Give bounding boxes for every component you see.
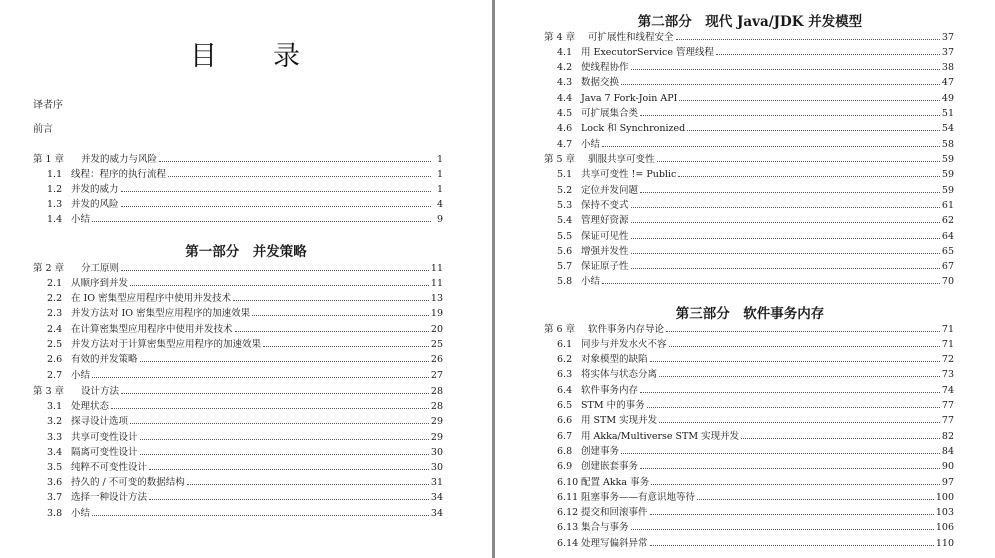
toc-entry-page: 59 <box>941 184 954 196</box>
toc-entry[interactable] <box>557 537 954 551</box>
toc-entry-number: 4.5 <box>557 108 573 119</box>
toc-entry-page: 34 <box>430 492 443 504</box>
chapter6-heading-entry-number: 第 6 章 <box>544 323 576 335</box>
part-1-heading: 第一部分 并发策略 <box>185 244 307 260</box>
toc-entry-title: 隔离可变性设计 <box>71 446 138 458</box>
chapter6-heading-entry-title: 软件事务内存导论 <box>588 323 665 335</box>
toc-entry-page: 9 <box>436 214 443 226</box>
toc-entry-leader <box>92 376 429 378</box>
toc-entry-title: 共享可变性设计 <box>71 431 138 443</box>
toc-entry-title: 将实体与状态分离 <box>581 369 658 381</box>
toc-entry-title: 线程：程序的执行流程 <box>71 168 167 180</box>
toc-entry-number: 2.2 <box>47 293 63 305</box>
toc-entry-number: 6.3 <box>557 369 573 381</box>
toc-entry-page: 77 <box>941 415 954 427</box>
toc-entry[interactable] <box>47 213 443 227</box>
chapter4-heading-entry-number: 第 4 章 <box>544 31 576 43</box>
toc-entry-title: 从顺序到并发 <box>71 277 129 289</box>
toc-entry-page: 31 <box>430 477 443 489</box>
toc-entry-leader <box>687 129 940 131</box>
toc-entry[interactable] <box>557 76 954 90</box>
toc-entry-number: 6.8 <box>557 445 573 457</box>
toc-entry-title: 提交和回滚事件 <box>581 507 648 519</box>
toc-entry-number: 2.6 <box>47 354 63 366</box>
toc-entry-number: 6.10 <box>557 476 579 488</box>
toc-entry-leader <box>640 191 940 193</box>
chapter4-heading-entry-title: 可扩展性和线程安全 <box>588 31 674 43</box>
toc-entry-leader <box>149 468 429 470</box>
toc-entry-number: 4.3 <box>557 77 573 89</box>
toc-entry[interactable] <box>557 460 954 474</box>
toc-entry-page: 25 <box>430 339 443 350</box>
toc-entry-leader <box>187 483 429 485</box>
toc-entry-title: 管理好资源 <box>581 215 629 227</box>
toc-entry-leader <box>669 345 940 347</box>
toc-entry-title: 并发方法对于计算密集型应用程序的加速效果 <box>71 339 262 350</box>
toc-entry-title: 用 ExecutorService 管理线程 <box>581 46 714 58</box>
toc-entry-number: 6.9 <box>557 461 573 473</box>
toc-entry[interactable] <box>557 122 954 136</box>
toc-entry-number: 2.7 <box>47 369 63 381</box>
toc-entry-page: 77 <box>941 400 954 411</box>
toc-entry[interactable] <box>557 260 954 274</box>
toc-entry-title: 集合与事务 <box>581 522 629 534</box>
toc-entry-title: 并发方法对 IO 密集型应用程序的加速效果 <box>71 308 251 320</box>
toc-entry-leader <box>640 391 940 393</box>
toc-entry-leader <box>631 528 934 530</box>
toc-entry-number: 3.7 <box>47 492 63 504</box>
toc-entry[interactable] <box>47 353 443 367</box>
toc-entry-number: 5.4 <box>557 215 573 227</box>
chapter6-heading-entry[interactable] <box>544 323 954 337</box>
toc-entry[interactable] <box>557 521 954 535</box>
toc-entry-page: 4 <box>436 199 443 211</box>
toc-entry-leader <box>140 453 429 455</box>
toc-entry-title: 小结 <box>581 138 601 150</box>
chapter5-heading-entry-leader <box>657 160 940 162</box>
toc-entry-page: 30 <box>430 446 443 458</box>
toc-entry-leader <box>621 452 940 454</box>
part-3-heading: 第三部分 软件事务内存 <box>675 306 825 322</box>
toc-entry[interactable] <box>47 446 443 460</box>
chapter5-heading-entry-title: 驯服共享可变性 <box>588 154 655 165</box>
toc-entry-page: 34 <box>430 507 443 519</box>
chapter3-heading-entry-page: 28 <box>430 386 443 397</box>
chapter5-heading-entry-page: 59 <box>941 154 954 165</box>
toc-entry[interactable] <box>47 507 443 521</box>
toc-entry-page: 72 <box>941 354 954 366</box>
toc-entry-number: 5.6 <box>557 245 573 257</box>
toc-entry-number: 2.3 <box>47 308 63 320</box>
toc-entry[interactable] <box>47 168 443 182</box>
toc-entry-number: 2.1 <box>47 277 63 289</box>
toc-entry[interactable] <box>47 292 443 306</box>
toc-entry-title: 在 IO 密集型应用程序中使用并发技术 <box>71 293 232 305</box>
toc-entry-number: 3.8 <box>47 507 63 519</box>
toc-entry-leader <box>659 375 940 377</box>
toc-entry-page: 106 <box>935 522 954 534</box>
toc-entry-number: 4.4 <box>557 92 573 104</box>
toc-entry-page: 84 <box>941 445 954 457</box>
toc-entry-number: 6.6 <box>557 415 573 427</box>
toc-entry-page: 65 <box>941 245 954 257</box>
toc-entry-leader <box>631 68 940 70</box>
toc-entry-leader <box>130 284 429 286</box>
toc-entry-title: 小结 <box>71 507 91 519</box>
toc-entry-page: 71 <box>941 338 954 350</box>
toc-title-char-2: 录 <box>273 41 300 72</box>
toc-entry-leader <box>631 206 940 208</box>
toc-entry-page: 58 <box>941 138 954 150</box>
toc-entry-leader <box>631 237 940 239</box>
toc-entry-number: 4.1 <box>557 46 573 58</box>
toc-entry[interactable] <box>47 476 443 490</box>
toc-entry-number: 3.3 <box>47 431 63 443</box>
toc-entry-leader <box>716 53 940 55</box>
toc-entry[interactable] <box>557 168 954 182</box>
toc-entry-leader <box>651 483 940 485</box>
toc-entry[interactable] <box>557 414 954 428</box>
toc-entry-number: 6.11 <box>557 491 579 503</box>
toc-entry-leader <box>621 83 940 85</box>
chapter2-heading-entry-page: 11 <box>430 262 443 274</box>
toc-entry-number: 1.2 <box>47 183 63 195</box>
toc-entry[interactable] <box>557 230 954 244</box>
toc-entry[interactable] <box>47 323 443 337</box>
toc-entry-leader <box>602 145 940 147</box>
toc-entry[interactable] <box>557 445 954 459</box>
front-matter-translator-preface[interactable]: 译者序 <box>33 100 63 111</box>
chapter2-heading-entry-leader <box>121 269 429 271</box>
toc-entry-leader <box>111 407 429 409</box>
chapter3-heading-entry-title: 设计方法 <box>81 386 120 397</box>
toc-entry-leader <box>602 282 940 284</box>
toc-entry[interactable] <box>557 430 954 444</box>
toc-entry-leader <box>252 314 429 316</box>
toc-entry-leader <box>697 498 934 500</box>
toc-entry-title: 保证可见性 <box>581 230 629 242</box>
toc-title <box>190 34 300 73</box>
toc-entry[interactable] <box>557 399 954 413</box>
toc-entry-page: 74 <box>941 384 954 396</box>
toc-entry-page: 62 <box>941 215 954 227</box>
toc-entry-title: 并发的风险 <box>71 199 119 211</box>
toc-entry-page: 103 <box>935 507 954 519</box>
toc-entry-page: 30 <box>430 462 443 473</box>
toc-entry-leader <box>92 514 429 516</box>
toc-entry-title: 用 STM 实现并发 <box>581 415 658 427</box>
toc-entry-number: 6.1 <box>557 338 573 350</box>
toc-entry-page: 1 <box>436 183 443 195</box>
toc-entry-number: 3.1 <box>47 401 63 413</box>
toc-entry-page: 51 <box>941 108 954 119</box>
toc-entry-title: 在计算密集型应用程序中使用并发技术 <box>71 323 233 335</box>
chapter1-heading-entry-leader <box>159 160 431 162</box>
toc-entry[interactable] <box>557 275 954 289</box>
toc-entry[interactable] <box>47 431 443 445</box>
toc-entry-number: 6.7 <box>557 430 573 442</box>
toc-entry-page: 28 <box>430 401 443 413</box>
toc-entry-title: 保证原子性 <box>581 261 629 273</box>
toc-entry-title: 探寻设计选项 <box>71 416 129 428</box>
toc-entry-leader <box>121 190 431 192</box>
toc-entry-number: 5.2 <box>557 184 573 196</box>
chapter3-heading-entry-number: 第 3 章 <box>33 386 65 397</box>
toc-entry[interactable] <box>557 199 954 213</box>
toc-entry-leader <box>650 360 940 362</box>
toc-entry-title: 使线程协作 <box>581 62 629 74</box>
toc-entry-leader <box>263 345 429 347</box>
toc-entry-title: 保持不变式 <box>581 199 629 211</box>
toc-entry[interactable] <box>557 107 954 121</box>
chapter1-heading-entry-title: 并发的威力与风险 <box>81 153 158 165</box>
toc-entry[interactable] <box>47 338 443 352</box>
part-2-heading: 第二部分 现代 Java/JDK 并发模型 <box>637 14 863 30</box>
toc-entry-page: 47 <box>941 77 954 89</box>
toc-entry-page: 97 <box>941 476 954 488</box>
chapter4-heading-entry-page: 37 <box>941 31 954 43</box>
toc-entry-number: 6.2 <box>557 354 573 366</box>
toc-entry-page: 70 <box>941 276 954 288</box>
toc-entry-title: 处理状态 <box>71 401 110 413</box>
toc-entry-leader <box>679 99 939 101</box>
toc-entry-title: Java 7 Fork-Join API <box>581 92 678 104</box>
toc-entry-title: 软件事务内存 <box>581 384 639 396</box>
toc-entry-number: 3.6 <box>47 477 63 489</box>
toc-entry-page: 29 <box>430 416 443 428</box>
toc-entry-page: 59 <box>941 169 954 181</box>
toc-entry[interactable] <box>47 198 443 212</box>
front-matter-preface[interactable]: 前言 <box>33 124 53 135</box>
toc-title-char-1: 目 <box>190 41 217 72</box>
chapter3-heading-entry-leader <box>121 392 429 394</box>
toc-entry-title: 创建事务 <box>581 445 620 457</box>
toc-entry[interactable] <box>47 369 443 383</box>
toc-entry-page: 1 <box>436 168 443 180</box>
toc-entry-title: Lock 和 Synchronized <box>581 123 686 135</box>
toc-entry-number: 6.5 <box>557 400 573 411</box>
toc-entry[interactable] <box>557 338 954 352</box>
toc-entry-title: 共享可变性 != Public <box>581 169 677 181</box>
toc-entry-leader <box>121 205 431 207</box>
toc-entry[interactable] <box>557 491 954 505</box>
toc-entry[interactable] <box>557 506 954 520</box>
toc-entry-page: 82 <box>941 430 954 442</box>
toc-entry-title: 增强并发性 <box>581 245 629 257</box>
toc-entry[interactable] <box>557 476 954 490</box>
toc-entry[interactable] <box>557 61 954 75</box>
toc-entry[interactable] <box>47 183 443 197</box>
toc-entry-number: 1.1 <box>47 168 63 180</box>
toc-entry-leader <box>631 221 940 223</box>
toc-entry-title: 对象模型的缺陷 <box>581 354 648 366</box>
toc-entry-title: 小结 <box>581 276 601 288</box>
toc-entry-leader <box>647 406 940 408</box>
toc-entry[interactable] <box>557 184 954 198</box>
chapter1-heading-entry[interactable] <box>33 153 443 167</box>
toc-entry[interactable] <box>47 461 443 475</box>
right-page <box>495 0 995 558</box>
toc-entry[interactable] <box>557 46 954 60</box>
toc-entry-title: 并发的威力 <box>71 183 119 195</box>
toc-entry-page: 27 <box>430 369 443 381</box>
toc-entry-number: 6.12 <box>557 507 579 519</box>
chapter3-heading-entry[interactable] <box>33 385 443 399</box>
toc-entry-page: 90 <box>941 461 954 473</box>
toc-entry-page: 37 <box>941 46 954 58</box>
toc-entry-page: 29 <box>430 431 443 443</box>
toc-entry-page: 110 <box>935 537 954 549</box>
toc-entry-leader <box>741 437 940 439</box>
chapter2-heading-entry-title: 分工原则 <box>81 262 120 274</box>
toc-entry-number: 4.7 <box>557 138 573 150</box>
toc-entry-leader <box>92 220 431 222</box>
toc-entry[interactable] <box>47 307 443 321</box>
toc-entry-title: 可扩展集合类 <box>581 108 639 119</box>
toc-entry[interactable] <box>557 384 954 398</box>
toc-entry-page: 19 <box>430 308 443 320</box>
toc-entry-page: 49 <box>941 92 954 104</box>
toc-entry-number: 3.2 <box>47 416 63 428</box>
toc-entry[interactable] <box>557 92 954 106</box>
toc-entry-title: 配置 Akka 事务 <box>581 476 650 488</box>
toc-entry-leader <box>140 360 429 362</box>
chapter5-heading-entry-number: 第 5 章 <box>544 154 576 165</box>
toc-entry[interactable] <box>557 353 954 367</box>
toc-entry-page: 67 <box>941 261 954 273</box>
toc-entry-leader <box>678 175 940 177</box>
toc-entry-number: 3.5 <box>47 462 63 473</box>
toc-entry-page: 38 <box>941 62 954 74</box>
toc-entry[interactable] <box>557 368 954 382</box>
toc-entry-leader <box>233 299 429 301</box>
toc-entry-title: 同步与并发水火不容 <box>581 338 667 350</box>
toc-entry-number: 3.4 <box>47 446 63 458</box>
toc-entry-leader <box>640 467 940 469</box>
toc-entry-leader <box>168 175 431 177</box>
toc-entry-leader <box>631 252 940 254</box>
toc-entry-title: 用 Akka/Multiverse STM 实现并发 <box>581 430 740 442</box>
chapter6-heading-entry-page: 71 <box>941 323 954 335</box>
toc-entry-leader <box>640 114 940 116</box>
toc-entry-page: 13 <box>430 293 443 305</box>
toc-entry-number: 5.1 <box>557 169 573 181</box>
toc-entry-leader <box>650 544 934 546</box>
toc-entry[interactable] <box>47 277 443 291</box>
toc-entry[interactable] <box>557 214 954 228</box>
toc-entry-number: 4.2 <box>557 62 573 74</box>
toc-entry-number: 5.5 <box>557 230 573 242</box>
toc-entry-number: 6.13 <box>557 522 579 534</box>
toc-entry-leader <box>650 513 934 515</box>
toc-entry-number: 4.6 <box>557 123 573 135</box>
toc-entry-title: 小结 <box>71 214 91 226</box>
toc-entry-title: 阻塞事务——有意识地等待 <box>581 491 696 503</box>
toc-entry-title: 纯粹不可变性设计 <box>71 462 148 473</box>
chapter2-heading-entry[interactable] <box>33 262 443 276</box>
toc-entry[interactable] <box>47 491 443 505</box>
chapter4-heading-entry[interactable] <box>544 31 954 45</box>
toc-entry-leader <box>235 330 429 332</box>
toc-entry-number: 5.8 <box>557 276 573 288</box>
toc-entry-title: 数据交换 <box>581 77 620 89</box>
toc-entry-page: 26 <box>430 354 443 366</box>
toc-entry-title: 定位并发问题 <box>581 184 639 196</box>
toc-entry-title: 创建嵌套事务 <box>581 461 639 473</box>
toc-entry-title: 处理写偏斜异常 <box>581 537 648 549</box>
toc-entry-page: 61 <box>941 199 954 211</box>
chapter2-heading-entry-number: 第 2 章 <box>33 262 65 274</box>
toc-entry-leader <box>130 422 429 424</box>
left-page <box>0 0 492 558</box>
toc-entry-page: 100 <box>935 491 954 503</box>
toc-entry-number: 2.5 <box>47 339 63 350</box>
toc-entry-number: 6.14 <box>557 537 579 549</box>
chapter4-heading-entry-leader <box>676 38 940 40</box>
toc-entry-leader <box>140 438 429 440</box>
chapter5-heading-entry[interactable] <box>544 153 954 167</box>
toc-entry-page: 54 <box>941 123 954 135</box>
toc-entry-leader <box>631 267 940 269</box>
toc-entry-title: 有效的并发策略 <box>71 354 138 366</box>
toc-entry[interactable] <box>557 138 954 152</box>
toc-entry-number: 6.4 <box>557 384 573 396</box>
toc-entry[interactable] <box>47 415 443 429</box>
toc-entry-number: 5.7 <box>557 261 573 273</box>
toc-entry-title: 选择一种设计方法 <box>71 492 148 504</box>
toc-entry[interactable] <box>557 245 954 259</box>
toc-entry-leader <box>149 498 429 500</box>
toc-entry-page: 11 <box>430 277 443 289</box>
toc-entry-number: 1.3 <box>47 199 63 211</box>
toc-entry-title: 持久的 / 不可变的数据结构 <box>71 477 185 489</box>
toc-entry-leader <box>659 421 940 423</box>
toc-entry-number: 2.4 <box>47 323 63 335</box>
toc-entry-page: 20 <box>430 323 443 335</box>
chapter1-heading-entry-number: 第 1 章 <box>33 153 65 165</box>
toc-entry-title: 小结 <box>71 369 91 381</box>
toc-entry-page: 73 <box>941 369 954 381</box>
chapter6-heading-entry-leader <box>666 330 940 332</box>
toc-entry-page: 64 <box>941 230 954 242</box>
toc-entry-title: STM 中的事务 <box>581 400 645 411</box>
toc-entry-number: 1.4 <box>47 214 63 226</box>
toc-entry[interactable] <box>47 400 443 414</box>
toc-entry-number: 5.3 <box>557 199 573 211</box>
chapter1-heading-entry-page: 1 <box>436 153 443 165</box>
